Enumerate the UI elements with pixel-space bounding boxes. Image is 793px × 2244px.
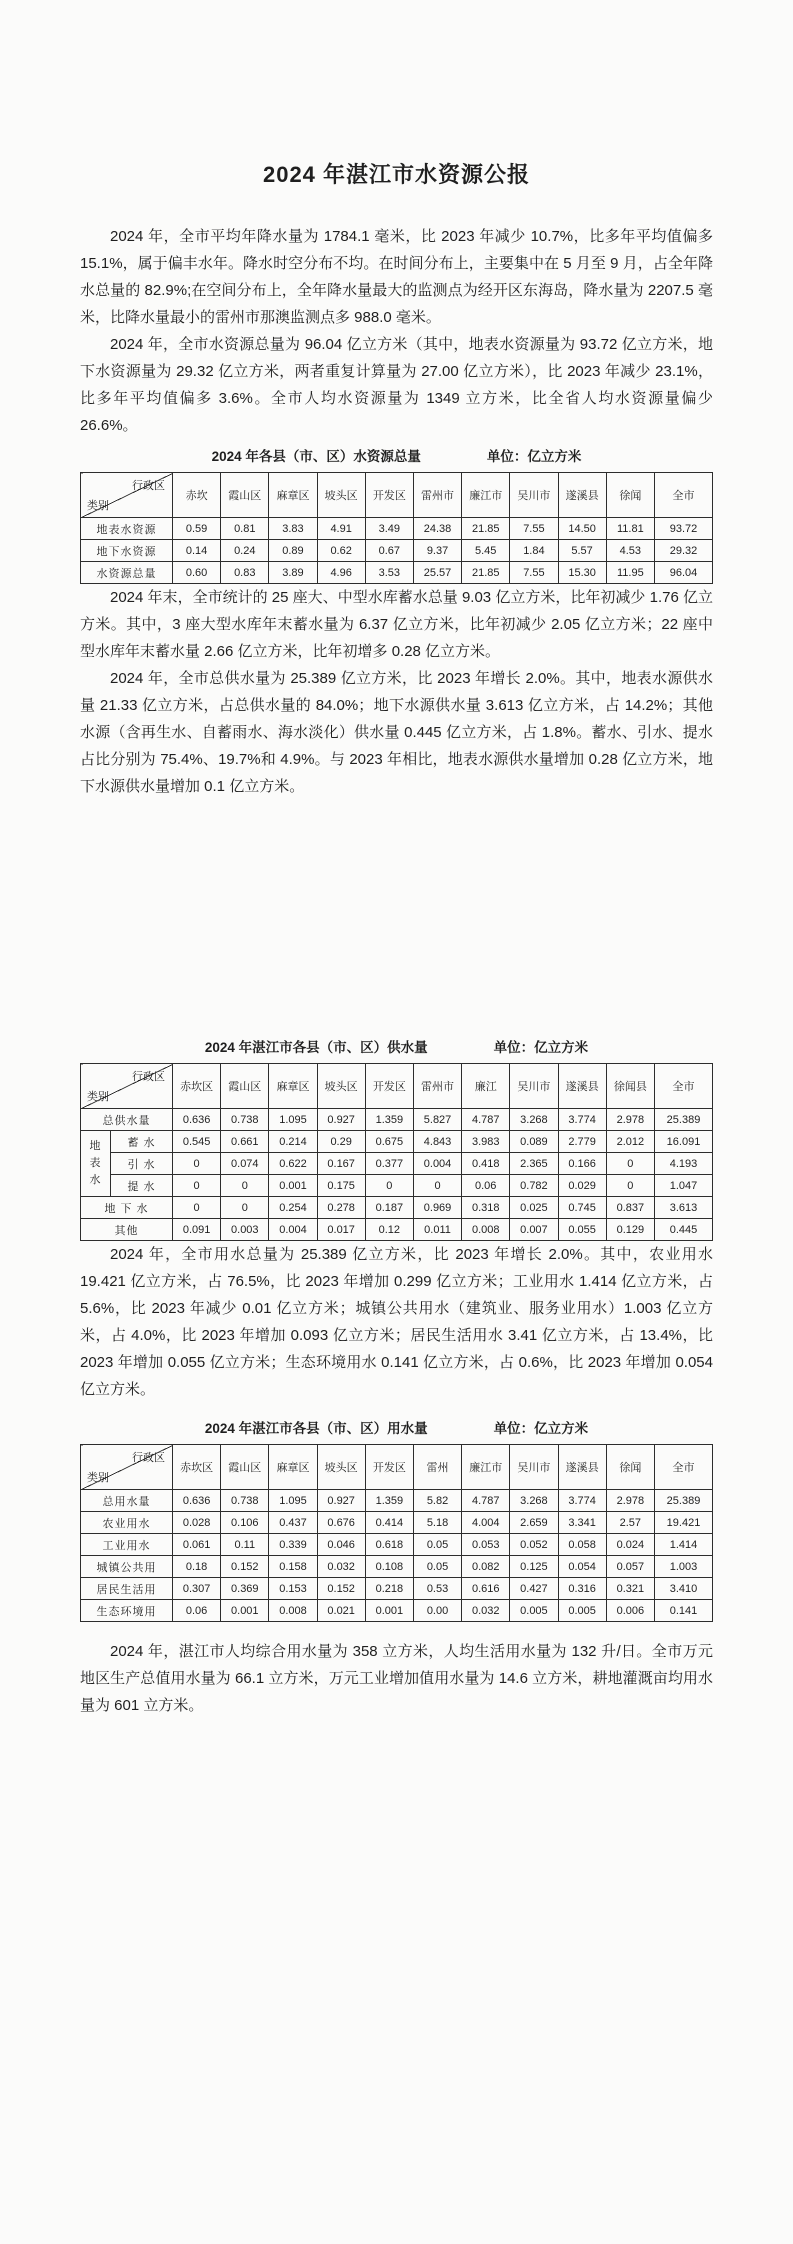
water-resources-table bbox=[80, 472, 713, 584]
table-cell: 0.11 bbox=[221, 1534, 269, 1556]
table-cell: 0.187 bbox=[365, 1197, 413, 1219]
table-cell: 0.089 bbox=[510, 1131, 558, 1153]
corner-label-top: 行政区 bbox=[132, 1452, 165, 1464]
table-cell: 0.152 bbox=[317, 1578, 365, 1600]
row-label: 居民生活用 bbox=[81, 1578, 173, 1600]
table-cell: 2.659 bbox=[510, 1512, 558, 1534]
table-cell: 0.074 bbox=[221, 1153, 269, 1175]
table-cell: 0 bbox=[173, 1153, 221, 1175]
table-cell: 0.166 bbox=[558, 1153, 606, 1175]
row-label: 提 水 bbox=[111, 1175, 173, 1197]
table-cell: 0.032 bbox=[462, 1600, 510, 1622]
table-cell: 5.82 bbox=[413, 1490, 461, 1512]
table-cell: 0 bbox=[606, 1153, 654, 1175]
table-cell: 0.007 bbox=[510, 1219, 558, 1241]
table-caption-text: 2024 年各县（市、区）水资源总量 bbox=[211, 449, 421, 464]
table-cell: 2.57 bbox=[606, 1512, 654, 1534]
row-label: 生态环境用 bbox=[81, 1600, 173, 1622]
table-cell: 0.082 bbox=[462, 1556, 510, 1578]
column-header: 赤坎区 bbox=[173, 1445, 221, 1490]
table-cell: 0.055 bbox=[558, 1219, 606, 1241]
table-cell: 0.969 bbox=[413, 1197, 461, 1219]
column-header: 赤坎区 bbox=[173, 1064, 221, 1109]
table-cell: 0.437 bbox=[269, 1512, 317, 1534]
table-cell: 3.268 bbox=[510, 1109, 558, 1131]
table-cell: 0.782 bbox=[510, 1175, 558, 1197]
table-cell: 0.153 bbox=[269, 1578, 317, 1600]
table-cell: 3.49 bbox=[365, 518, 413, 540]
table-cell: 0.158 bbox=[269, 1556, 317, 1578]
table-cell: 0.89 bbox=[269, 540, 317, 562]
table-cell: 0.057 bbox=[606, 1556, 654, 1578]
row-label: 总用水量 bbox=[81, 1490, 173, 1512]
table-cell: 3.774 bbox=[558, 1490, 606, 1512]
table-cell: 1.047 bbox=[655, 1175, 713, 1197]
table-cell: 0.18 bbox=[173, 1556, 221, 1578]
table-cell: 0.032 bbox=[317, 1556, 365, 1578]
table-row bbox=[81, 1153, 713, 1175]
table-cell: 0.927 bbox=[317, 1490, 365, 1512]
table-cell: 25.389 bbox=[655, 1109, 713, 1131]
table-cell: 0.745 bbox=[558, 1197, 606, 1219]
supply-table bbox=[80, 1063, 713, 1241]
usage-table bbox=[80, 1444, 713, 1622]
table-cell: 0.061 bbox=[173, 1534, 221, 1556]
table-cell: 0 bbox=[173, 1197, 221, 1219]
table-cell: 0.636 bbox=[173, 1109, 221, 1131]
table-cell: 9.37 bbox=[413, 540, 461, 562]
table-cell: 0.307 bbox=[173, 1578, 221, 1600]
table-cell: 0.00 bbox=[413, 1600, 461, 1622]
table-cell: 0.81 bbox=[221, 518, 269, 540]
table-cell: 0.636 bbox=[173, 1490, 221, 1512]
table-cell: 0 bbox=[173, 1175, 221, 1197]
table-cell: 0.837 bbox=[606, 1197, 654, 1219]
table-cell: 0.254 bbox=[269, 1197, 317, 1219]
paragraph-per-capita: 2024 年，湛江市人均综合用水量为 358 立方米，人均生活用水量为 132 升/日。全市万元地区生产总值用水量为 66.1 立方米，万元工业增加值用水量为 14.6 立方米，耕地灌溉亩均用水量为 601 立方米。 bbox=[80, 1643, 713, 1714]
table-cell: 0.001 bbox=[365, 1600, 413, 1622]
table-row bbox=[81, 1131, 713, 1153]
column-header: 开发区 bbox=[365, 473, 413, 518]
row-label: 城镇公共用 bbox=[81, 1556, 173, 1578]
table-cell: 0 bbox=[365, 1175, 413, 1197]
table-cell: 4.787 bbox=[462, 1109, 510, 1131]
table-row bbox=[81, 1512, 713, 1534]
row-label: 农业用水 bbox=[81, 1512, 173, 1534]
table-cell: 1.095 bbox=[269, 1490, 317, 1512]
corner-header bbox=[81, 473, 173, 518]
table-row bbox=[81, 1109, 713, 1131]
table-cell: 0.377 bbox=[365, 1153, 413, 1175]
table-cell: 0.738 bbox=[221, 1490, 269, 1512]
row-label: 水资源总量 bbox=[81, 562, 173, 584]
table-cell: 4.843 bbox=[413, 1131, 461, 1153]
column-header: 霞山区 bbox=[221, 473, 269, 518]
table-cell: 0.008 bbox=[462, 1219, 510, 1241]
table-cell: 5.57 bbox=[558, 540, 606, 562]
table-cell: 0.052 bbox=[510, 1534, 558, 1556]
table-cell: 0.661 bbox=[221, 1131, 269, 1153]
table-cell: 0.005 bbox=[558, 1600, 606, 1622]
table-cell: 21.85 bbox=[462, 518, 510, 540]
table-unit-label: 单位：亿立方米 bbox=[493, 1040, 589, 1055]
table-cell: 0.316 bbox=[558, 1578, 606, 1600]
paragraph-precipitation: 2024 年，全市平均年降水量为 1784.1 毫米，比 2023 年减少 10.7%，比多年平均值偏多 15.1%，属于偏丰水年。降水时空分布不均。在时间分布上，主要集中在 5 月至 9 月，占全年降水总量的 82.9%;在空间分布上，全年降水量最大的监测点为经开区东海岛，降水量为 2207.5 毫米，比降水量最小的雷州市那澳监测点多 988.0 毫米。 bbox=[80, 228, 713, 326]
table-cell: 0.59 bbox=[173, 518, 221, 540]
column-header: 坡头区 bbox=[317, 473, 365, 518]
table-caption-text: 2024 年湛江市各县（市、区）供水量 bbox=[204, 1040, 428, 1055]
table-cell: 3.341 bbox=[558, 1512, 606, 1534]
column-header: 麻章区 bbox=[269, 1064, 317, 1109]
table-cell: 0.129 bbox=[606, 1219, 654, 1241]
table-row bbox=[81, 562, 713, 584]
column-header: 开发区 bbox=[365, 1064, 413, 1109]
table-cell: 0.414 bbox=[365, 1512, 413, 1534]
table-cell: 2.978 bbox=[606, 1109, 654, 1131]
table-cell: 0.108 bbox=[365, 1556, 413, 1578]
table-cell: 0.011 bbox=[413, 1219, 461, 1241]
table-cell: 0.214 bbox=[269, 1131, 317, 1153]
column-header: 吴川市 bbox=[510, 1445, 558, 1490]
table-row bbox=[81, 1219, 713, 1241]
table-cell: 0.29 bbox=[317, 1131, 365, 1153]
table-cell: 4.193 bbox=[655, 1153, 713, 1175]
table-cell: 0.017 bbox=[317, 1219, 365, 1241]
table-cell: 1.003 bbox=[655, 1556, 713, 1578]
table-cell: 3.410 bbox=[655, 1578, 713, 1600]
table-row bbox=[81, 1197, 713, 1219]
table-cell: 96.04 bbox=[655, 562, 713, 584]
table-cell: 1.095 bbox=[269, 1109, 317, 1131]
table-cell: 0.028 bbox=[173, 1512, 221, 1534]
column-header: 麻章区 bbox=[269, 473, 317, 518]
row-label: 总供水量 bbox=[81, 1109, 173, 1131]
table-cell: 4.53 bbox=[606, 540, 654, 562]
table-unit-label: 单位：亿立方米 bbox=[493, 1421, 589, 1436]
table-cell: 3.53 bbox=[365, 562, 413, 584]
column-header: 赤坎 bbox=[173, 473, 221, 518]
table-cell: 0 bbox=[413, 1175, 461, 1197]
table-row bbox=[81, 1175, 713, 1197]
table-cell: 5.18 bbox=[413, 1512, 461, 1534]
table-cell: 0.622 bbox=[269, 1153, 317, 1175]
table-cell: 0.152 bbox=[221, 1556, 269, 1578]
paragraph-supply: 2024 年，全市总供水量为 25.389 亿立方米，比 2023 年增长 2.0%。其中，地表水源供水量 21.33 亿立方米，占总供水量的 84.0%；地下水源供水量 3.613 亿立方米，占 14.2%；其他水源（含再生水、自蓄雨水、海水淡化）供水量 0.445 亿立方米，占 1.8%。蓄水、引水、提水占比分别为 75.4%、19.7%和 4.9%。与 2023 年相比，地表水源供水量增加 0.28 亿立方米，地下水源供水量增加 0.1 亿立方米。 bbox=[80, 670, 713, 795]
table-cell: 0.53 bbox=[413, 1578, 461, 1600]
table-cell: 0.445 bbox=[655, 1219, 713, 1241]
corner-label-bottom: 类别 bbox=[87, 500, 109, 512]
table-cell: 0.024 bbox=[606, 1534, 654, 1556]
table-cell: 3.83 bbox=[269, 518, 317, 540]
table-row bbox=[81, 518, 713, 540]
table-cell: 0.427 bbox=[510, 1578, 558, 1600]
paragraph-water-resources: 2024 年，全市水资源总量为 96.04 亿立方米（其中，地表水资源量为 93.72 亿立方米，地下水资源量为 29.32 亿立方米，两者重复计算量为 27.00 亿立方米），比 2023 年减少 23.1%，比多年平均值偏多 3.6%。全市人均水资源量为 1349 立方米，比全省人均水资源量偏少 26.6%。 bbox=[80, 336, 713, 434]
row-label: 地下水资源 bbox=[81, 540, 173, 562]
table-cell: 0.046 bbox=[317, 1534, 365, 1556]
table-cell: 0.278 bbox=[317, 1197, 365, 1219]
table-cell: 0.05 bbox=[413, 1534, 461, 1556]
table-cell: 0.005 bbox=[510, 1600, 558, 1622]
row-label: 地表水资源 bbox=[81, 518, 173, 540]
table-cell: 16.091 bbox=[655, 1131, 713, 1153]
table-cell: 0 bbox=[221, 1197, 269, 1219]
table-cell: 0.091 bbox=[173, 1219, 221, 1241]
corner-header bbox=[81, 1445, 173, 1490]
table-cell: 0.60 bbox=[173, 562, 221, 584]
paragraph-reservoirs: 2024 年末，全市统计的 25 座大、中型水库蓄水总量 9.03 亿立方米，比年初减少 1.76 亿立方米。其中，3 座大型水库年末蓄水量为 6.37 亿立方米，比年初减少 2.05 亿立方米；22 座中型水库年末蓄水量 2.66 亿立方米，比年初增多 0.28 亿立方米。 bbox=[80, 589, 713, 660]
column-header: 全市 bbox=[655, 1445, 713, 1490]
table-cell: 0.008 bbox=[269, 1600, 317, 1622]
table-cell: 1.359 bbox=[365, 1490, 413, 1512]
table-cell: 0.321 bbox=[606, 1578, 654, 1600]
table-cell: 15.30 bbox=[558, 562, 606, 584]
table-cell: 4.004 bbox=[462, 1512, 510, 1534]
table-cell: 2.365 bbox=[510, 1153, 558, 1175]
table-cell: 0.12 bbox=[365, 1219, 413, 1241]
column-header: 遂溪县 bbox=[558, 1445, 606, 1490]
table-cell: 0.339 bbox=[269, 1534, 317, 1556]
table-cell: 0.318 bbox=[462, 1197, 510, 1219]
table-cell: 4.787 bbox=[462, 1490, 510, 1512]
table-cell: 0.141 bbox=[655, 1600, 713, 1622]
table-cell: 0.054 bbox=[558, 1556, 606, 1578]
table-cell: 0.06 bbox=[462, 1175, 510, 1197]
table-row bbox=[81, 1534, 713, 1556]
column-header: 吴川市 bbox=[510, 473, 558, 518]
table-cell: 0.14 bbox=[173, 540, 221, 562]
table-cell: 5.45 bbox=[462, 540, 510, 562]
row-label: 工业用水 bbox=[81, 1534, 173, 1556]
table-cell: 7.55 bbox=[510, 518, 558, 540]
table-cell: 0.05 bbox=[413, 1556, 461, 1578]
table-cell: 29.32 bbox=[655, 540, 713, 562]
table-unit-label: 单位：亿立方米 bbox=[486, 449, 582, 464]
table-cell: 0.418 bbox=[462, 1153, 510, 1175]
row-label: 引 水 bbox=[111, 1153, 173, 1175]
table-caption-usage bbox=[80, 1417, 713, 1437]
column-header: 麻章区 bbox=[269, 1445, 317, 1490]
table-cell: 11.81 bbox=[606, 518, 654, 540]
table-cell: 0.62 bbox=[317, 540, 365, 562]
table-cell: 2.978 bbox=[606, 1490, 654, 1512]
column-header: 廉江市 bbox=[462, 1445, 510, 1490]
row-label: 地 下 水 bbox=[81, 1197, 173, 1219]
table-cell: 0.369 bbox=[221, 1578, 269, 1600]
column-header: 徐闻 bbox=[606, 1445, 654, 1490]
column-header: 坡头区 bbox=[317, 1064, 365, 1109]
table-cell: 2.012 bbox=[606, 1131, 654, 1153]
corner-label-top: 行政区 bbox=[132, 480, 165, 492]
column-header: 徐闻县 bbox=[606, 1064, 654, 1109]
row-label: 蓄 水 bbox=[111, 1131, 173, 1153]
table-cell: 3.268 bbox=[510, 1490, 558, 1512]
table-cell: 4.96 bbox=[317, 562, 365, 584]
table-cell: 0.06 bbox=[173, 1600, 221, 1622]
table-cell: 1.414 bbox=[655, 1534, 713, 1556]
column-header: 开发区 bbox=[365, 1445, 413, 1490]
table-cell: 0.006 bbox=[606, 1600, 654, 1622]
table-cell: 4.91 bbox=[317, 518, 365, 540]
column-header: 遂溪县 bbox=[558, 1064, 606, 1109]
table-cell: 0.004 bbox=[413, 1153, 461, 1175]
table-cell: 0.004 bbox=[269, 1219, 317, 1241]
table-cell: 0.058 bbox=[558, 1534, 606, 1556]
column-header: 廉江市 bbox=[462, 473, 510, 518]
table-cell: 0.927 bbox=[317, 1109, 365, 1131]
table-cell: 3.774 bbox=[558, 1109, 606, 1131]
table-cell: 0.67 bbox=[365, 540, 413, 562]
column-header: 雷州市 bbox=[413, 1064, 461, 1109]
table-row bbox=[81, 1556, 713, 1578]
row-label: 其他 bbox=[81, 1219, 173, 1241]
row-label: 地 表 水 bbox=[81, 1131, 111, 1197]
table-cell: 25.389 bbox=[655, 1490, 713, 1512]
table-cell: 2.779 bbox=[558, 1131, 606, 1153]
table-cell: 0.167 bbox=[317, 1153, 365, 1175]
column-header: 霞山区 bbox=[221, 1445, 269, 1490]
table-cell: 0 bbox=[606, 1175, 654, 1197]
table-cell: 0.175 bbox=[317, 1175, 365, 1197]
corner-label-bottom: 类别 bbox=[87, 1472, 109, 1484]
corner-label-bottom: 类别 bbox=[87, 1091, 109, 1103]
table-cell: 3.89 bbox=[269, 562, 317, 584]
table-cell: 0.24 bbox=[221, 540, 269, 562]
column-header: 遂溪县 bbox=[558, 473, 606, 518]
column-header: 全市 bbox=[655, 473, 713, 518]
column-header: 坡头区 bbox=[317, 1445, 365, 1490]
page-title: 2024 年湛江市水资源公报 bbox=[262, 162, 531, 187]
column-header: 徐闻 bbox=[606, 473, 654, 518]
table-row bbox=[81, 1578, 713, 1600]
table-caption-supply bbox=[80, 1036, 713, 1056]
table-cell: 0.029 bbox=[558, 1175, 606, 1197]
column-header: 全市 bbox=[655, 1064, 713, 1109]
table-cell: 0.001 bbox=[269, 1175, 317, 1197]
paragraph-usage: 2024 年，全市用水总量为 25.389 亿立方米，比 2023 年增长 2.0%。其中，农业用水 19.421 亿立方米，占 76.5%，比 2023 年增加 0.299 亿立方米；工业用水 1.414 亿立方米，占 5.6%，比 2023 年减少 0.01 亿立方米；城镇公共用水（建筑业、服务业用水）1.003 亿立方米，占 4.0%，比 2023 年增加 0.093 亿立方米；居民生活用水 3.41 亿立方米，占 13.4%，比 2023 年增加 0.055 亿立方米；生态环境用水 0.141 亿立方米，占 0.6%，比 2023 年增加 0.054 亿立方米。 bbox=[80, 1246, 713, 1398]
table-cell: 1.84 bbox=[510, 540, 558, 562]
column-header: 霞山区 bbox=[221, 1064, 269, 1109]
table-cell: 0.003 bbox=[221, 1219, 269, 1241]
table-cell: 0.618 bbox=[365, 1534, 413, 1556]
corner-header bbox=[81, 1064, 173, 1109]
table-cell: 0.616 bbox=[462, 1578, 510, 1600]
table-cell: 25.57 bbox=[413, 562, 461, 584]
table-cell: 0.83 bbox=[221, 562, 269, 584]
table-cell: 0 bbox=[221, 1175, 269, 1197]
table-cell: 0.025 bbox=[510, 1197, 558, 1219]
column-header: 雷州市 bbox=[413, 473, 461, 518]
table-cell: 19.421 bbox=[655, 1512, 713, 1534]
table-cell: 0.676 bbox=[317, 1512, 365, 1534]
corner-label-top: 行政区 bbox=[132, 1071, 165, 1083]
table-row bbox=[81, 540, 713, 562]
column-header: 吴川市 bbox=[510, 1064, 558, 1109]
table-cell: 0.675 bbox=[365, 1131, 413, 1153]
table-cell: 24.38 bbox=[413, 518, 461, 540]
table-cell: 0.021 bbox=[317, 1600, 365, 1622]
table-cell: 0.218 bbox=[365, 1578, 413, 1600]
column-header: 廉江 bbox=[462, 1064, 510, 1109]
table-cell: 0.001 bbox=[221, 1600, 269, 1622]
column-header: 雷州 bbox=[413, 1445, 461, 1490]
table-row bbox=[81, 1600, 713, 1622]
table-cell: 3.613 bbox=[655, 1197, 713, 1219]
table-cell: 0.738 bbox=[221, 1109, 269, 1131]
table-cell: 1.359 bbox=[365, 1109, 413, 1131]
table-cell: 0.125 bbox=[510, 1556, 558, 1578]
table-cell: 21.85 bbox=[462, 562, 510, 584]
table-cell: 93.72 bbox=[655, 518, 713, 540]
table-cell: 11.95 bbox=[606, 562, 654, 584]
table-cell: 3.983 bbox=[462, 1131, 510, 1153]
table-cell: 5.827 bbox=[413, 1109, 461, 1131]
table-row bbox=[81, 1490, 713, 1512]
table-caption-text: 2024 年湛江市各县（市、区）用水量 bbox=[204, 1421, 428, 1436]
table-cell: 14.50 bbox=[558, 518, 606, 540]
table-cell: 0.053 bbox=[462, 1534, 510, 1556]
table-cell: 0.106 bbox=[221, 1512, 269, 1534]
table-cell: 7.55 bbox=[510, 562, 558, 584]
table-caption-water-resources bbox=[80, 445, 713, 465]
page-gap bbox=[80, 800, 713, 1030]
table-cell: 0.545 bbox=[173, 1131, 221, 1153]
